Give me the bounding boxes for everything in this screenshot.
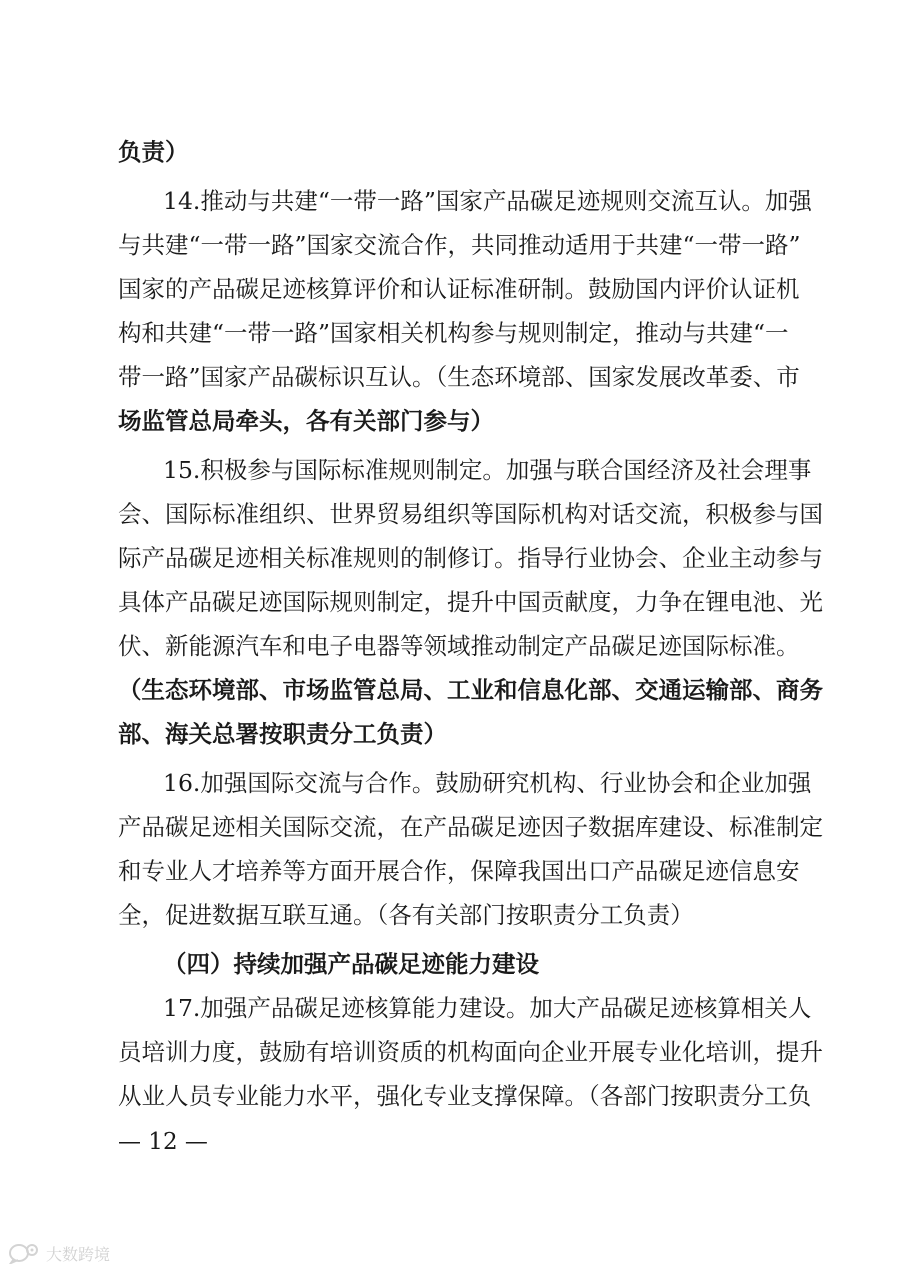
- chat-bubble-logo-icon: [8, 1242, 42, 1264]
- paragraph-16-line-3: 和专业人才培养等方面开展合作，保障我国出口产品碳足迹信息安: [118, 857, 800, 885]
- paragraph-16-line-4: 全，促进数据互联互通。（各有关部门按职责分工负责）: [118, 901, 694, 929]
- paragraph-15-line-4: 具体产品碳足迹国际规则制定，提升中国贡献度，力争在锂电池、光: [118, 588, 823, 616]
- page-number: — 12 —: [118, 1129, 208, 1155]
- section-heading: （四）持续加强产品碳足迹能力建设: [163, 950, 539, 978]
- paragraph-17-line-3: 从业人员专业能力水平，强化专业支撑保障。（各部门按职责分工负: [118, 1082, 812, 1110]
- paragraph-16-line-2: 产品碳足迹相关国际交流，在产品碳足迹因子数据库建设、标准制定: [118, 813, 823, 841]
- paragraph-15-line-5: 伏、新能源汽车和电子电器等领域推动制定产品碳足迹国际标准。: [118, 632, 800, 660]
- paragraph-14-line-5: 带一路”国家产品碳标识互认。（生态环境部、国家发展改革委、市: [118, 363, 800, 391]
- paragraph-15-line-3: 际产品碳足迹相关标准规则的制修订。指导行业协会、企业主动参与: [118, 544, 823, 572]
- paragraph-15-line-1: 15.积极参与国际标准规则制定。加强与联合国经济及社会理事: [163, 456, 812, 484]
- paragraph-15-line-6: （生态环境部、市场监管总局、工业和信息化部、交通运输部、商务: [118, 676, 823, 704]
- paragraph-14-line-2: 与共建“一带一路”国家交流合作，共同推动适用于共建“一带一路”: [118, 231, 801, 259]
- paragraph-14-line-4: 构和共建“一带一路”国家相关机构参与规则制定，推动与共建“一: [118, 319, 789, 347]
- paragraph-15-line-2: 会、国际标准组织、世界贸易组织等国际机构对话交流，积极参与国: [118, 500, 823, 528]
- paragraph-14-line-1: 14.推动与共建“一带一路”国家产品碳足迹规则交流互认。加强: [163, 187, 812, 215]
- paragraph-17-line-2: 员培训力度，鼓励有培训资质的机构面向企业开展专业化培训，提升: [118, 1038, 823, 1066]
- paragraph-line-continuation: 负责）: [118, 138, 189, 166]
- paragraph-16-line-1: 16.加强国际交流与合作。鼓励研究机构、行业协会和企业加强: [163, 769, 812, 797]
- paragraph-14-line-3: 国家的产品碳足迹核算评价和认证标准研制。鼓励国内评价认证机: [118, 275, 800, 303]
- paragraph-17-line-1: 17.加强产品碳足迹核算能力建设。加大产品碳足迹核算相关人: [163, 994, 812, 1022]
- paragraph-15-line-7: 部、海关总署按职责分工负责）: [118, 720, 447, 748]
- watermark-text: 大数跨境: [46, 1244, 111, 1264]
- paragraph-14-line-6: 场监管总局牵头，各有关部门参与）: [118, 407, 494, 435]
- watermark: [8, 1241, 110, 1265]
